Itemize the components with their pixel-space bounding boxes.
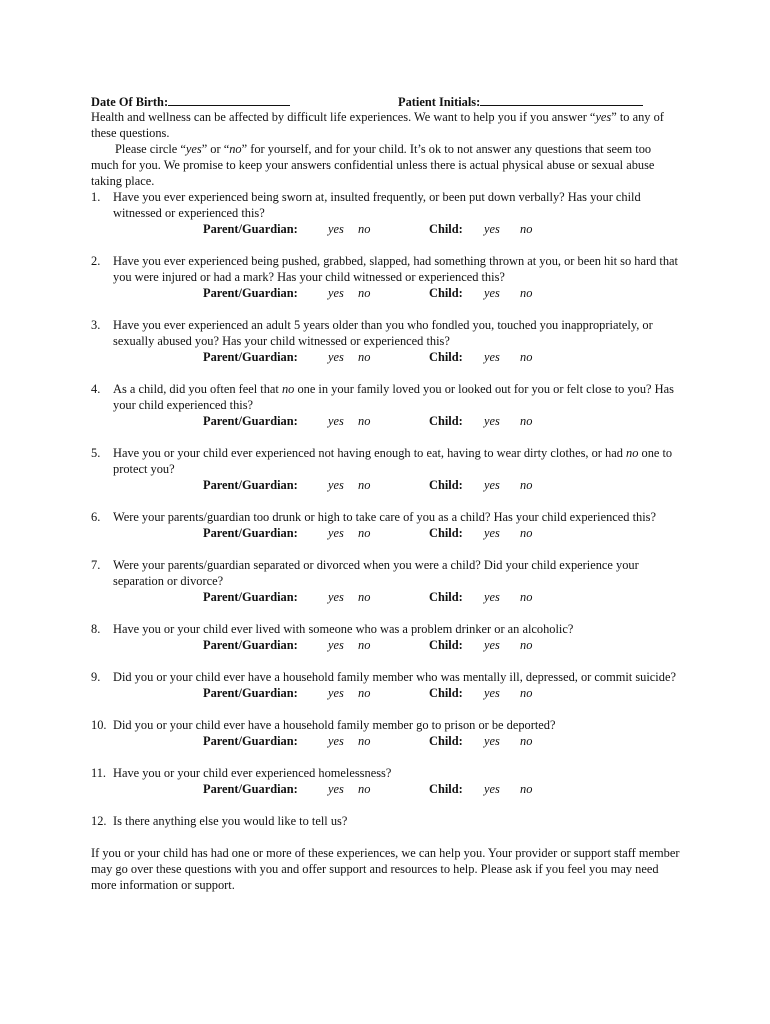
child-yes-option[interactable]: yes	[484, 286, 500, 300]
question-number: 9.	[91, 670, 101, 684]
parent-label: Parent/Guardian:	[203, 734, 298, 748]
question-number: 11.	[91, 766, 107, 780]
parent-label: Parent/Guardian:	[203, 478, 298, 492]
child-yes-option[interactable]: yes	[484, 686, 500, 700]
question-7	[91, 557, 681, 605]
child-label: Child:	[429, 286, 463, 300]
question-2	[91, 253, 681, 301]
intro-text: Health and wellness can be affected by difficult life experiences. We want to help you if you answer “	[91, 110, 596, 124]
patient-initials-field[interactable]	[398, 93, 643, 110]
spacer	[91, 797, 681, 813]
child-yes-option[interactable]: yes	[484, 782, 500, 796]
child-no-option[interactable]: no	[520, 638, 533, 652]
question-text-emphasis: no	[626, 446, 639, 460]
spacer	[91, 701, 681, 717]
intro-yes: yes	[595, 110, 612, 124]
child-no-option[interactable]: no	[520, 350, 533, 364]
question-number: 5.	[91, 446, 101, 460]
child-label: Child:	[429, 638, 463, 652]
question-text: Were your parents/guardian too drunk or high to take care of you as a child? Has your child experienced this?	[113, 510, 656, 524]
question-number: 1.	[91, 190, 101, 204]
child-label: Child:	[429, 222, 463, 236]
child-label: Child:	[429, 734, 463, 748]
date-of-birth-blank[interactable]	[168, 93, 290, 106]
question-number: 3.	[91, 318, 101, 332]
spacer	[91, 653, 681, 669]
child-yes-option[interactable]: yes	[484, 526, 500, 540]
spacer	[91, 829, 681, 845]
question-number: 10.	[91, 718, 107, 732]
intro-text: ” to any of these questions.	[91, 110, 664, 140]
answer-row	[113, 685, 681, 701]
question-text: Did you or your child ever have a household family member go to prison or be deported?	[113, 718, 556, 732]
question-12	[91, 813, 681, 829]
question-5	[91, 445, 681, 493]
child-yes-option[interactable]: yes	[484, 478, 500, 492]
question-number: 4.	[91, 382, 101, 396]
question-number: 7.	[91, 558, 101, 572]
spacer	[91, 493, 681, 509]
patient-initials-label: Patient Initials:	[398, 95, 481, 109]
date-of-birth-label: Date Of Birth:	[91, 95, 169, 109]
spacer	[91, 541, 681, 557]
parent-no-option[interactable]: no	[358, 638, 371, 652]
parent-label: Parent/Guardian:	[203, 286, 298, 300]
question-text-part: Have you or your child ever experienced not having enough to eat, having to wear dirty clothes, or had	[113, 446, 627, 460]
answer-row	[113, 589, 681, 605]
patient-initials-blank[interactable]	[480, 93, 643, 106]
question-text: Have you or your child ever experienced homelessness?	[113, 766, 392, 780]
intro-paragraph-2	[91, 141, 681, 189]
intro-text: ” for yourself, and for your child. It’s ok to not answer any questions that seem too much for you. We promise to keep your answers confidential unless there is actual physical abuse or sexual abuse taking place.	[91, 142, 655, 188]
answer-row	[113, 413, 681, 429]
answer-row	[113, 285, 681, 301]
parent-yes-option[interactable]: yes	[328, 782, 344, 796]
question-number: 12.	[91, 814, 107, 828]
question-number: 6.	[91, 510, 101, 524]
child-no-option[interactable]: no	[520, 526, 533, 540]
question-text: Have you ever experienced being pushed, grabbed, slapped, had something thrown at you, or been hit so hard that you were injured or had a mark? Has your child witnessed or experienced this?	[113, 254, 678, 284]
question-text-part: one in your family loved you or looked out for you or felt close to you? Has your child experienced this?	[113, 382, 674, 412]
parent-label: Parent/Guardian:	[203, 414, 298, 428]
intro-text: Please circle “	[115, 142, 186, 156]
answer-row	[113, 525, 681, 541]
parent-yes-option[interactable]: yes	[328, 686, 344, 700]
question-text: Have you ever experienced being sworn at, insulted frequently, or been put down verbally? Has your child witnessed or experienced this?	[113, 190, 641, 220]
parent-no-option[interactable]: no	[358, 350, 371, 364]
question-9	[91, 669, 681, 701]
parent-label: Parent/Guardian:	[203, 782, 298, 796]
child-no-option[interactable]: no	[520, 686, 533, 700]
parent-label: Parent/Guardian:	[203, 590, 298, 604]
parent-label: Parent/Guardian:	[203, 638, 298, 652]
question-number: 8.	[91, 622, 101, 636]
intro-paragraph-1	[91, 109, 681, 141]
question-text-part: one to protect you?	[113, 446, 673, 476]
parent-label: Parent/Guardian:	[203, 526, 298, 540]
child-no-option[interactable]: no	[520, 734, 533, 748]
parent-yes-option[interactable]: yes	[328, 590, 344, 604]
child-yes-option[interactable]: yes	[484, 734, 500, 748]
child-label: Child:	[429, 478, 463, 492]
child-no-option[interactable]: no	[520, 782, 533, 796]
parent-no-option[interactable]: no	[358, 734, 371, 748]
child-yes-option[interactable]: yes	[484, 590, 500, 604]
answer-row	[113, 349, 681, 365]
parent-label: Parent/Guardian:	[203, 686, 298, 700]
child-no-option[interactable]: no	[520, 286, 533, 300]
parent-yes-option[interactable]: yes	[328, 350, 344, 364]
parent-yes-option[interactable]: yes	[328, 478, 344, 492]
answer-row	[113, 477, 681, 493]
child-label: Child:	[429, 590, 463, 604]
answer-row	[113, 221, 681, 237]
question-6	[91, 509, 681, 541]
child-label: Child:	[429, 526, 463, 540]
question-text	[113, 381, 681, 413]
child-label: Child:	[429, 782, 463, 796]
question-text: Have you ever experienced an adult 5 years older than you who fondled you, touched you inappropriately, or sexually abused you? Has your child witnessed or experienced this?	[113, 318, 653, 348]
spacer	[91, 429, 681, 445]
spacer	[91, 301, 681, 317]
parent-no-option[interactable]: no	[358, 590, 371, 604]
parent-yes-option[interactable]: yes	[328, 638, 344, 652]
spacer	[91, 237, 681, 253]
spacer	[91, 749, 681, 765]
child-yes-option[interactable]: yes	[484, 414, 500, 428]
parent-label: Parent/Guardian:	[203, 222, 298, 236]
child-no-option[interactable]: no	[520, 222, 533, 236]
intro-text: ” or “	[201, 142, 230, 156]
parent-no-option[interactable]: no	[358, 526, 371, 540]
answer-row	[113, 733, 681, 749]
question-text-part: As a child, did you often feel that	[113, 382, 282, 396]
question-3	[91, 317, 681, 365]
question-text	[113, 445, 681, 477]
date-of-birth-field[interactable]	[91, 93, 290, 110]
intro-yes: yes	[185, 142, 202, 156]
intro-no: no	[229, 142, 242, 156]
question-4	[91, 381, 681, 429]
question-text: Were your parents/guardian separated or divorced when you were a child? Did your child experience your separation or divorce?	[113, 558, 639, 588]
parent-yes-option[interactable]: yes	[328, 286, 344, 300]
question-text-emphasis: no	[281, 382, 295, 396]
child-label: Child:	[429, 686, 463, 700]
spacer	[91, 605, 681, 621]
parent-no-option[interactable]: no	[358, 222, 371, 236]
spacer	[91, 365, 681, 381]
answer-row	[113, 781, 681, 797]
child-no-option[interactable]: no	[520, 414, 533, 428]
parent-no-option[interactable]: no	[358, 782, 371, 796]
question-text: Did you or your child ever have a household family member who was mentally ill, depressed, or commit suicide?	[113, 670, 676, 684]
child-yes-option[interactable]: yes	[484, 638, 500, 652]
question-1	[91, 189, 681, 237]
child-label: Child:	[429, 350, 463, 364]
screening-form	[91, 93, 681, 893]
closing-paragraph: If you or your child has had one or more of these experiences, we can help you. Your provider or support staff member may go over these questions with you and offer support and resources to help. Please ask if you feel you may need more information or support.	[91, 846, 680, 892]
parent-no-option[interactable]: no	[358, 286, 371, 300]
parent-label: Parent/Guardian:	[203, 350, 298, 364]
parent-yes-option[interactable]: yes	[328, 222, 344, 236]
child-yes-option[interactable]: yes	[484, 222, 500, 236]
child-label: Child:	[429, 414, 463, 428]
child-no-option[interactable]: no	[520, 590, 533, 604]
question-10	[91, 717, 681, 749]
parent-yes-option[interactable]: yes	[328, 414, 344, 428]
parent-no-option[interactable]: no	[358, 686, 371, 700]
parent-no-option[interactable]: no	[358, 478, 371, 492]
parent-no-option[interactable]: no	[358, 414, 371, 428]
form-header	[91, 93, 681, 109]
question-text: Is there anything else you would like to tell us?	[113, 814, 348, 828]
question-8	[91, 621, 681, 653]
parent-yes-option[interactable]: yes	[328, 526, 344, 540]
answer-row	[113, 637, 681, 653]
child-yes-option[interactable]: yes	[484, 350, 500, 364]
question-number: 2.	[91, 254, 101, 268]
parent-yes-option[interactable]: yes	[328, 734, 344, 748]
question-11	[91, 765, 681, 797]
question-text: Have you or your child ever lived with someone who was a problem drinker or an alcoholic?	[113, 622, 574, 636]
child-no-option[interactable]: no	[520, 478, 533, 492]
